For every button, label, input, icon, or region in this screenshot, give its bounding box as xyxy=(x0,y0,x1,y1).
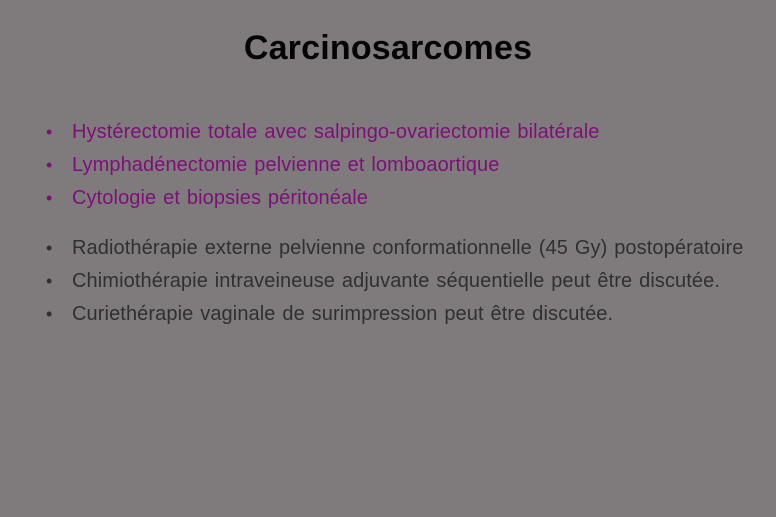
bullet-dot-icon: • xyxy=(46,238,53,258)
bullet-dot-icon: • xyxy=(46,271,53,291)
bullet-group-2 xyxy=(46,236,746,326)
bullet-dot-icon: • xyxy=(46,122,53,142)
bullet-dot-icon: • xyxy=(46,188,53,208)
bullet-text: Curiethérapie vaginale de surimpression peut être discutée. xyxy=(72,303,614,325)
bullet-item xyxy=(46,236,746,260)
bullet-text: Hystérectomie totale avec salpingo-ovariectomie bilatérale xyxy=(72,121,600,143)
bullet-group-1 xyxy=(46,120,746,210)
bullet-list xyxy=(46,120,746,335)
bullet-item xyxy=(46,269,746,293)
bullet-text: Radiothérapie externe pelvienne conformationnelle (45 Gy) postopératoire xyxy=(72,237,744,259)
bullet-item xyxy=(46,186,746,210)
bullet-text: Cytologie et biopsies péritonéale xyxy=(72,187,368,209)
bullet-dot-icon: • xyxy=(46,304,53,324)
slide-title: Carcinosarcomes xyxy=(243,29,533,67)
bullet-item xyxy=(46,120,746,144)
bullet-text: Lymphadénectomie pelvienne et lomboaortique xyxy=(72,154,500,176)
bullet-item xyxy=(46,302,746,326)
bullet-text: Chimiothérapie intraveineuse adjuvante séquentielle peut être discutée. xyxy=(72,270,721,292)
bullet-dot-icon: • xyxy=(46,155,53,175)
bullet-item xyxy=(46,153,746,177)
